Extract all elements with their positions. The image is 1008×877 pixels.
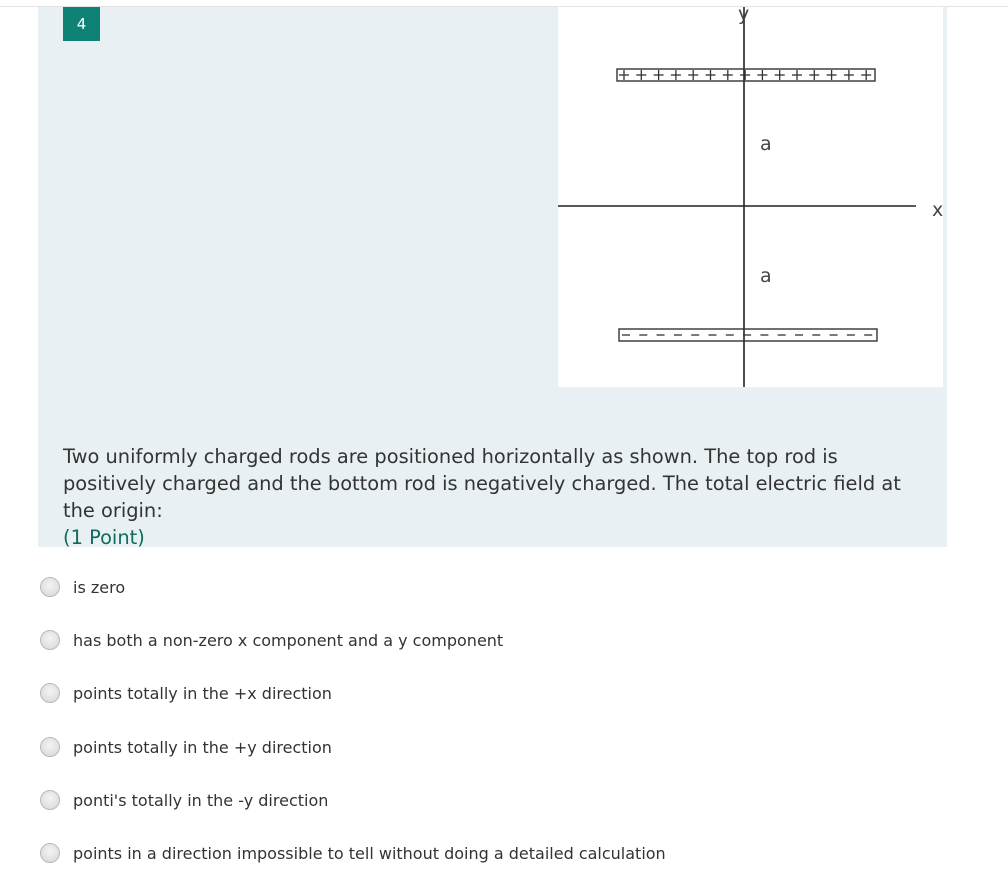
question-points: (1 Point) (63, 526, 145, 549)
question-number-badge: 4 (63, 7, 100, 41)
option-plus-x[interactable] (40, 681, 332, 705)
radio-button[interactable] (40, 843, 60, 863)
option-label: is zero (73, 577, 126, 597)
top-rod-charges (619, 70, 871, 80)
option-label: ponti's totally in the -y direction (73, 790, 329, 810)
radio-button[interactable] (40, 630, 60, 650)
radio-button[interactable] (40, 683, 60, 703)
option-impossible[interactable] (40, 841, 666, 865)
question-figure (558, 3, 944, 387)
distance-label-top: a (760, 133, 772, 155)
question-text: Two uniformly charged rods are positioned horizontally as shown. The top rod is positively charged and the bottom rod is negatively charged. The total electric field at the origin: (63, 445, 901, 522)
option-label: points totally in the +x direction (73, 683, 332, 703)
option-plus-y[interactable] (40, 735, 332, 759)
question-text-block (63, 443, 933, 551)
option-label: points in a direction impossible to tell without doing a detailed calculation (73, 843, 666, 863)
x-axis-label: x (932, 199, 944, 221)
radio-button[interactable] (40, 737, 60, 757)
distance-label-bottom: a (760, 265, 772, 287)
option-label: has both a non-zero x component and a y component (73, 630, 504, 650)
radio-button[interactable] (40, 577, 60, 597)
option-label: points totally in the +y direction (73, 737, 332, 757)
option-is-zero[interactable] (40, 575, 125, 599)
y-axis-label: y (738, 3, 750, 25)
option-xy-component[interactable] (40, 628, 503, 652)
option-minus-y[interactable] (40, 788, 328, 812)
radio-button[interactable] (40, 790, 60, 810)
charged-rods-diagram (558, 3, 944, 387)
